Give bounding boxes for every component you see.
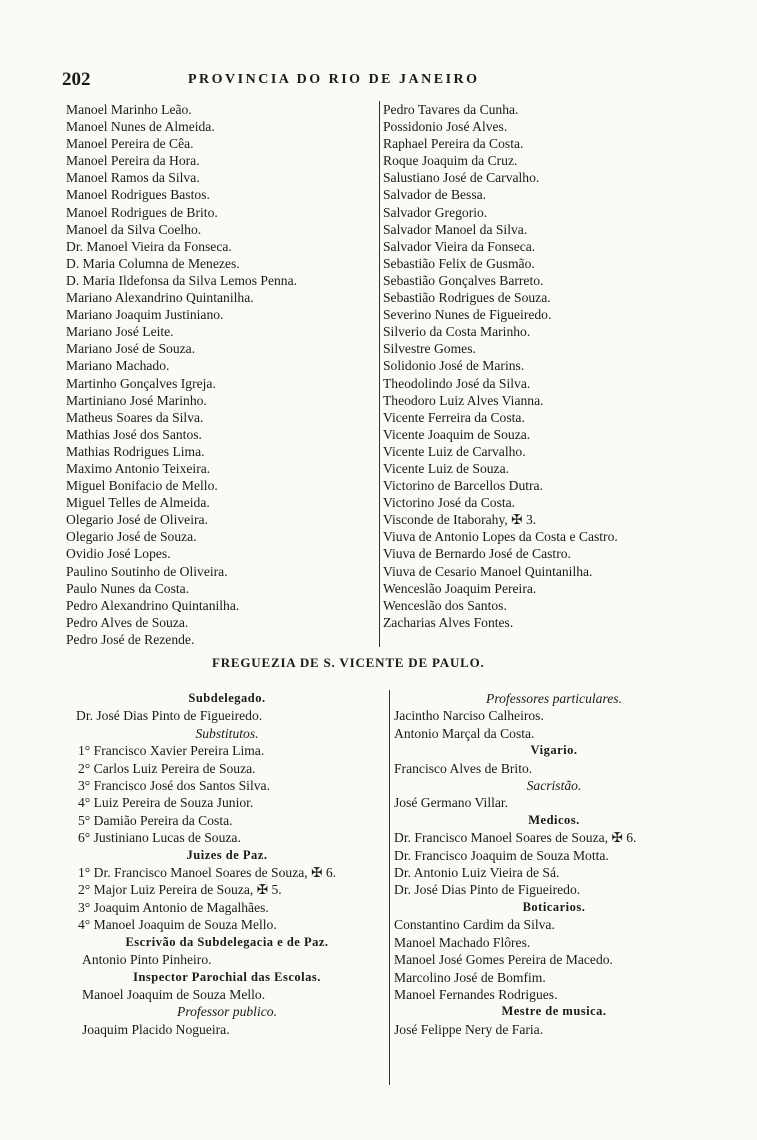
freguezia-left-block xyxy=(66,690,388,1038)
list-item: Victorino José da Costa. xyxy=(383,495,516,511)
list-item: Pedro Tavares da Cunha. xyxy=(383,102,519,117)
inspector-heading: Inspector Parochial das Escolas. xyxy=(133,969,321,984)
list-item: Pedro Alves de Souza. xyxy=(66,614,189,630)
list-item: 3° Joaquim Antonio de Magalhães. xyxy=(78,899,269,915)
list-item: D. Maria Ildefonsa da Silva Lemos Penna. xyxy=(66,272,298,288)
list-item: 2° Carlos Luiz Pereira de Souza. xyxy=(78,760,256,776)
list-item: Victorino de Barcellos Dutra. xyxy=(383,478,543,494)
list-item: Silvestre Gomes. xyxy=(383,341,476,357)
list-item: Severino Nunes de Figueiredo. xyxy=(383,307,552,323)
freguezia-right-block xyxy=(389,690,714,1085)
list-item: Salvador de Bessa. xyxy=(383,187,487,203)
list-item: Vicente Joaquim de Souza. xyxy=(383,426,531,442)
list-item: 6° Justiniano Lucas de Souza. xyxy=(78,830,241,846)
list-item: Visconde de Itaborahy, ✠ 3. xyxy=(383,512,537,528)
page-header-title: PROVINCIA DO RIO DE JANEIRO xyxy=(188,72,480,87)
list-item: Pedro Alexandrino Quintanilha. xyxy=(66,597,240,613)
list-item: Manoel Rodrigues Bastos. xyxy=(66,187,210,203)
list-item: Manoel Marinho Leão. xyxy=(66,102,192,117)
inspector-name: Manoel Joaquim de Souza Mello. xyxy=(82,986,266,1002)
sacristao-heading: Sacristão. xyxy=(526,778,582,794)
list-item: Salvador Manoel da Silva. xyxy=(383,221,528,237)
list-item: Jacintho Narciso Calheiros. xyxy=(394,708,544,724)
list-item: 3° Francisco José dos Santos Silva. xyxy=(78,778,270,794)
list-item: Matheus Soares da Silva. xyxy=(66,409,204,425)
list-item: 5° Damião Pereira da Costa. xyxy=(78,812,233,828)
list-item: Manoel José Gomes Pereira de Macedo. xyxy=(394,952,613,968)
names-right-column xyxy=(379,101,618,647)
sacristao-name: José Germano Villar. xyxy=(394,795,509,811)
escrivao-name: Antonio Pinto Pinheiro. xyxy=(82,952,212,968)
list-item: Sebastião Felix de Gusmão. xyxy=(383,255,535,271)
section-title: FREGUEZIA DE S. VICENTE DE PAULO. xyxy=(212,655,485,670)
list-item: Mariano José de Souza. xyxy=(66,341,196,357)
list-item: Vicente Ferreira da Costa. xyxy=(383,409,525,425)
list-item: Antonio Marçal da Costa. xyxy=(394,725,535,741)
list-item: Dr. Francisco Joaquim de Souza Motta. xyxy=(394,847,609,863)
medicos-heading: Medicos. xyxy=(528,812,580,827)
vigario-heading: Vigario. xyxy=(530,743,578,758)
list-item: Theodoro Luiz Alves Vianna. xyxy=(383,392,544,408)
list-item: Paulo Nunes da Costa. xyxy=(66,580,190,596)
list-item: Theodolindo José da Silva. xyxy=(383,375,531,391)
list-item: Constantino Cardim da Silva. xyxy=(394,917,555,933)
list-item: Silverio da Costa Marinho. xyxy=(383,324,531,340)
list-item: Pedro José de Rezende. xyxy=(66,631,195,647)
subdelegado-heading: Subdelegado. xyxy=(188,691,266,705)
list-item: Mathias Rodrigues Lima. xyxy=(66,443,205,459)
list-item: Wenceslão dos Santos. xyxy=(383,597,507,613)
professor-name: Joaquim Placido Nogueira. xyxy=(82,1021,230,1037)
list-item: Salustiano José de Carvalho. xyxy=(383,170,540,186)
list-item: Miguel Bonifacio de Mello. xyxy=(66,478,218,494)
list-item: Manoel da Silva Coelho. xyxy=(66,221,202,237)
mestre-heading: Mestre de musica. xyxy=(501,1004,607,1019)
list-item: Martiniano José Marinho. xyxy=(66,392,207,408)
list-item: Solidonio José de Marins. xyxy=(383,358,525,374)
list-item: Possidonio José Alves. xyxy=(383,119,508,135)
page-number: 202 xyxy=(62,69,91,90)
list-item: Miguel Telles de Almeida. xyxy=(66,495,210,511)
list-item: 4° Manoel Joaquim de Souza Mello. xyxy=(78,917,277,933)
list-item: Manoel Nunes de Almeida. xyxy=(66,119,215,135)
list-item: Olegario José de Souza. xyxy=(66,529,197,545)
names-left-column xyxy=(66,101,380,648)
list-item: Viuva de Antonio Lopes da Costa e Castro. xyxy=(383,529,618,545)
list-item: Viuva de Cesario Manoel Quintanilha. xyxy=(383,563,593,579)
mestre-name: José Felippe Nery de Faria. xyxy=(394,1021,544,1037)
list-item: Vicente Luiz de Carvalho. xyxy=(383,443,526,459)
list-item: Manoel Machado Flôres. xyxy=(394,934,531,950)
list-item: Mariano Machado. xyxy=(66,358,170,374)
professores-heading: Professores particulares. xyxy=(486,691,622,706)
list-item: Mariano Alexandrino Quintanilha. xyxy=(66,290,254,306)
list-item: Manoel Rodrigues de Brito. xyxy=(66,204,218,220)
list-item: D. Maria Columna de Menezes. xyxy=(66,255,240,271)
list-item: Zacharias Alves Fontes. xyxy=(383,614,514,630)
list-item: Roque Joaquim da Cruz. xyxy=(383,153,518,169)
list-item: 1° Dr. Francisco Manoel Soares de Souza, ✠ 6. xyxy=(78,865,337,881)
list-item: Raphael Pereira da Costa. xyxy=(383,136,524,152)
list-item: Ovidio José Lopes. xyxy=(66,546,171,562)
list-item: Sebastião Gonçalves Barreto. xyxy=(383,272,544,288)
list-item: Olegario José de Oliveira. xyxy=(66,512,208,528)
list-item: Salvador Vieira da Fonseca. xyxy=(383,238,536,254)
list-item: Mariano Joaquim Justiniano. xyxy=(66,307,224,323)
substitutos-heading: Substitutos. xyxy=(195,725,259,741)
subdelegado-name: Dr. José Dias Pinto de Figueiredo. xyxy=(76,708,263,724)
professor-heading: Professor publico. xyxy=(177,1004,277,1020)
boticarios-heading: Boticarios. xyxy=(522,899,586,914)
list-item: Paulino Soutinho de Oliveira. xyxy=(66,563,228,579)
vigario-name: Francisco Alves de Brito. xyxy=(394,760,533,776)
list-item: Viuva de Bernardo José de Castro. xyxy=(383,546,571,562)
list-item: Mathias José dos Santos. xyxy=(66,426,202,442)
list-item: Manoel Pereira de Cêa. xyxy=(66,136,194,152)
escrivao-heading: Escrivão da Subdelegacia e de Paz. xyxy=(125,934,329,949)
list-item: Dr. Francisco Manoel Soares de Souza, ✠ 6. xyxy=(394,830,637,846)
list-item: Dr. Manoel Vieira da Fonseca. xyxy=(66,238,232,254)
list-item: Maximo Antonio Teixeira. xyxy=(66,460,211,476)
list-item: Manoel Ramos da Silva. xyxy=(66,170,200,186)
list-item: Manoel Fernandes Rodrigues. xyxy=(394,986,558,1002)
list-item: Martinho Gonçalves Igreja. xyxy=(66,375,216,391)
list-item: 4° Luiz Pereira de Souza Junior. xyxy=(78,795,254,811)
list-item: Salvador Gregorio. xyxy=(383,204,488,220)
list-item: Manoel Pereira da Hora. xyxy=(66,153,200,169)
list-item: Dr. José Dias Pinto de Figueiredo. xyxy=(394,882,581,898)
list-item: 1° Francisco Xavier Pereira Lima. xyxy=(78,743,265,759)
juizes-heading: Juizes de Paz. xyxy=(186,847,268,862)
list-item: 2° Major Luiz Pereira de Souza, ✠ 5. xyxy=(78,882,282,898)
list-item: Vicente Luiz de Souza. xyxy=(383,460,510,476)
list-item: Sebastião Rodrigues de Souza. xyxy=(383,290,551,306)
list-item: Mariano José Leite. xyxy=(66,324,174,340)
list-item: Dr. Antonio Luiz Vieira de Sá. xyxy=(394,865,560,881)
list-item: Marcolino José de Bomfim. xyxy=(394,969,546,985)
list-item: Wenceslão Joaquim Pereira. xyxy=(383,580,537,596)
